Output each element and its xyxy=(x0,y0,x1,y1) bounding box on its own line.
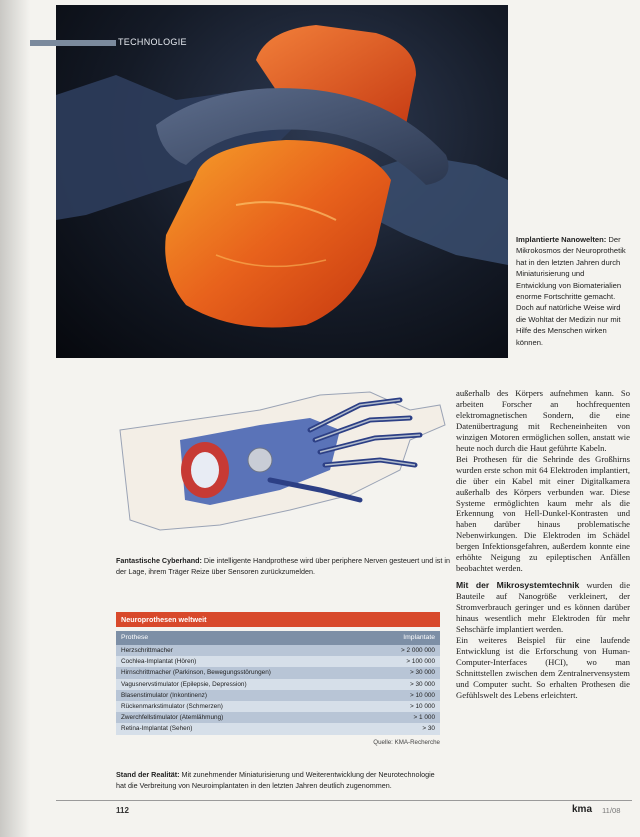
table-header xyxy=(116,631,440,645)
row-value: > 30 000 xyxy=(409,669,435,677)
table-caption xyxy=(116,770,440,791)
implant-micrograph xyxy=(56,5,508,358)
table-row xyxy=(116,667,440,678)
body-paragraph: außerhalb des Körpers aufnehmen kann. So arbeiten Forscher an hochfrequenten elektromagnetischen Sondern, die eine Datenübertragung mit Recheneinheiten von winzigen Motoren ermöglichen sollen, anstatt wie heute noch durch die Haut geführte Kabeln. xyxy=(456,388,630,453)
row-label: Blasenstimulator (Inkontinenz) xyxy=(121,691,207,699)
section-marker xyxy=(30,40,116,46)
row-label: Rückenmarkstimulator (Schmerzen) xyxy=(121,702,223,710)
table-row xyxy=(116,656,440,667)
table-row xyxy=(116,690,440,701)
page-number: 112 xyxy=(116,806,129,815)
illustration-caption-title: Fantastische Cyberhand: xyxy=(116,556,202,565)
prosthetic-hand-drawing xyxy=(110,380,450,550)
table-row xyxy=(116,701,440,712)
row-value: > 10 000 xyxy=(409,702,435,710)
table-body xyxy=(116,645,440,735)
illustration-caption-text: Die intelligente Handprothese wird über periphere Nerven gesteuert und ist in der Lage, ihrem Träger Reize über Sensoren zurückzumelden. xyxy=(116,556,450,576)
cyberhand-illustration xyxy=(110,380,450,550)
page-binding-shadow xyxy=(0,0,30,837)
row-label: Zwerchfellstimulator (Atemlähmung) xyxy=(121,714,224,722)
row-value: > 100 000 xyxy=(406,658,435,666)
body-paragraph: Ein weiteres Beispiel für eine laufende Entwicklung ist die Erforschung von Human-Computer-Interfaces (HCI), wo man Schnittstellen zwischen dem Zentralnervensystem und Computer sucht. So erhalten Prothesen die Gefühlswelt des Lebens erleichtert. xyxy=(456,634,630,700)
row-label: Cochlea-Implantat (Hören) xyxy=(121,658,197,666)
row-value: > 30 xyxy=(422,725,435,733)
row-value: > 30 000 xyxy=(409,680,435,688)
section-label: TECHNOLOGIE xyxy=(118,37,187,47)
row-value: > 1 000 xyxy=(413,714,435,722)
photo-caption xyxy=(516,234,626,348)
row-label: Vagusnervstimulator (Epilepsie, Depression) xyxy=(121,680,247,688)
row-label: Retina-Implantat (Sehen) xyxy=(121,725,193,733)
body-paragraph: Bei Prothesen für die Sehrinde des Großhirns wurden erste schon mit 64 Elektroden implantiert, die über ein Kabel mit einer Digitalkamera außerhalb des Körpers verbunden war. Diese Systeme ermöglichten kaum mehr als die Erkennung von Hell-Dunkel-Kontrasten und haben darüber hinaus problematische Nebenwirkungen. Die Elektroden im Schädel bergen Infektionsgefahren, außerdem konnte eine erhöhte Neigung zu epileptischen Anfällen beobachtet werden. xyxy=(456,453,630,574)
magazine-issue: 11/08 xyxy=(602,806,621,815)
table-caption-text: Mit zunehmender Miniaturisierung und Weiterentwicklung der Neurotechnologie hat die Verbreitung von Neuroimplantaten in den letzten Jahren deutlich zugenommen. xyxy=(116,770,435,790)
row-label: Hirnschrittmacher (Parkinson, Bewegungsstörungen) xyxy=(121,669,271,677)
table-source: Quelle: KMA-Recherche xyxy=(373,738,440,746)
bone-implant-photo xyxy=(56,5,508,358)
table-row xyxy=(116,712,440,723)
table-title: Neuroprothesen weltweit xyxy=(116,612,440,627)
table-row xyxy=(116,723,440,734)
neuroprosthesis-table xyxy=(116,612,440,746)
table-row xyxy=(116,679,440,690)
table-caption-title: Stand der Realität: xyxy=(116,770,180,779)
body-subheading: Mit der Mikrosystemtechnik xyxy=(456,580,580,591)
article-body-column xyxy=(456,388,630,701)
row-value: > 10 000 xyxy=(409,691,435,699)
illustration-caption xyxy=(116,556,456,577)
magazine-name: kma xyxy=(572,804,593,815)
column-header-type: Prothese xyxy=(121,634,149,641)
footer-divider xyxy=(56,800,632,801)
row-label: Herzschrittmacher xyxy=(121,647,173,654)
photo-caption-title: Implantierte Nanowelten: xyxy=(516,235,607,244)
photo-caption-text: Der Mikrokosmos der Neuroprothetik hat in den letzten Jahren durch Miniaturisierung und Entwicklung von Biomaterialien enorme Fortschritte gemacht. Doch auf natürliche Weise wird die Wohltat der Medizin nur mit Hilfe des Menschen wirken können. xyxy=(516,235,626,347)
body-paragraph: wurden die Bauteile auf Nanogröße verkleinert, der Stromverbrauch geringer und es können darüber hinaus wesentlich mehr Elektroden für mehr Sehschärfe implantiert werden. xyxy=(456,580,631,635)
column-header-count: Implantate xyxy=(403,634,435,641)
table-row xyxy=(116,645,440,656)
row-value: > 2 000 000 xyxy=(401,647,435,654)
